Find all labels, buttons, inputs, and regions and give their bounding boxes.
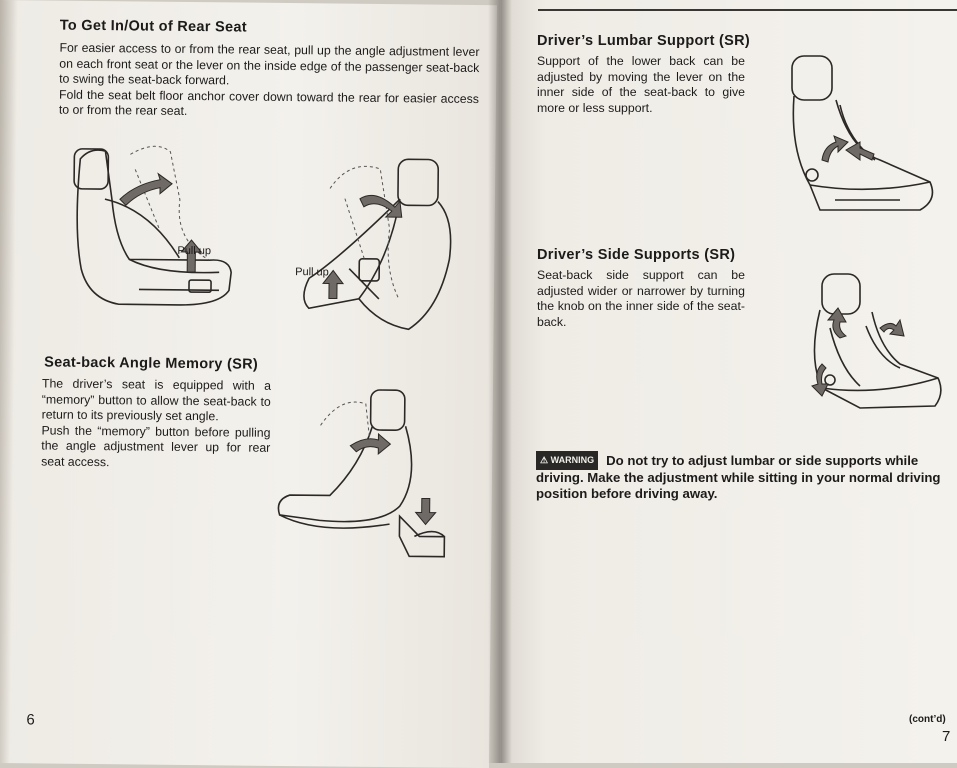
lumbar-support-heading: Driver’s Lumbar Support (SR) — [537, 33, 751, 49]
rear-seat-access-para-2: Fold the seat belt floor anchor cover down toward the rear for easier access to or from the rear seat. — [58, 87, 480, 119]
page-number-left: 6 — [26, 711, 35, 729]
tilt-arrow-icon — [120, 173, 172, 206]
driver-seat-illustration — [59, 139, 251, 311]
rear-seat-access-text — [59, 41, 480, 123]
lumbar-arrow-right-icon — [846, 142, 874, 160]
angle-memory-text — [41, 376, 271, 472]
pull-up-label-left: Pull up — [177, 244, 212, 258]
tilt-forward-arrow-icon — [360, 195, 402, 217]
angle-memory-para-2: Push the “memory” button before pulling the angle adjustment lever up for rear seat access. — [41, 423, 271, 470]
page-edge-shadow — [0, 0, 18, 763]
lumbar-support-text: Support of the lower back can be adjusted by moving the lever on the inner side of the seat-back to give more or less support. — [537, 54, 745, 115]
continued-label: (cont’d) — [909, 714, 946, 725]
pull-up-label-right: Pull up — [295, 266, 329, 279]
show-through-text — [295, 303, 477, 505]
right-page — [500, 0, 957, 763]
page-number-right: 7 — [942, 728, 951, 745]
angle-memory-para-1: The driver’s seat is equipped with a “memory” button to allow the seat-back to return to its previously set angle. — [41, 376, 272, 424]
warning-badge: ⚠ WARNING — [536, 451, 598, 470]
warning-notice — [536, 451, 956, 503]
lumbar-seat-illustration — [780, 50, 945, 220]
side-supports-heading: Driver’s Side Supports (SR) — [537, 247, 736, 263]
side-support-seat-illustration — [800, 268, 950, 418]
side-supports-text: Seat-back side support can be adjusted wider or narrower by turning the knob on the inner side of the seat-back. — [537, 268, 745, 329]
lumbar-support-figure — [780, 50, 945, 220]
lumbar-arrow-left-icon — [822, 136, 848, 162]
side-supports-figure — [800, 268, 950, 418]
rear-seat-access-heading: To Get In/Out of Rear Seat — [59, 17, 248, 36]
angle-memory-heading: Seat-back Angle Memory (SR) — [44, 354, 259, 373]
warning-text: Do not try to adjust lumbar or side supports while driving. Make the adjustment while sitting in your normal driving position before driving away. — [536, 453, 941, 501]
side-support-arrow-right-icon — [880, 320, 904, 336]
rear-seat-access-para-1: For easier access to or from the rear seat, pull up the angle adjustment lever on each front seat or the lever on the inside edge of the passenger seat-back to swing the seat-back forward. — [59, 40, 480, 88]
driver-seat-pull-up-figure — [59, 139, 251, 311]
book-gutter — [488, 0, 512, 763]
header-rule — [538, 9, 957, 11]
